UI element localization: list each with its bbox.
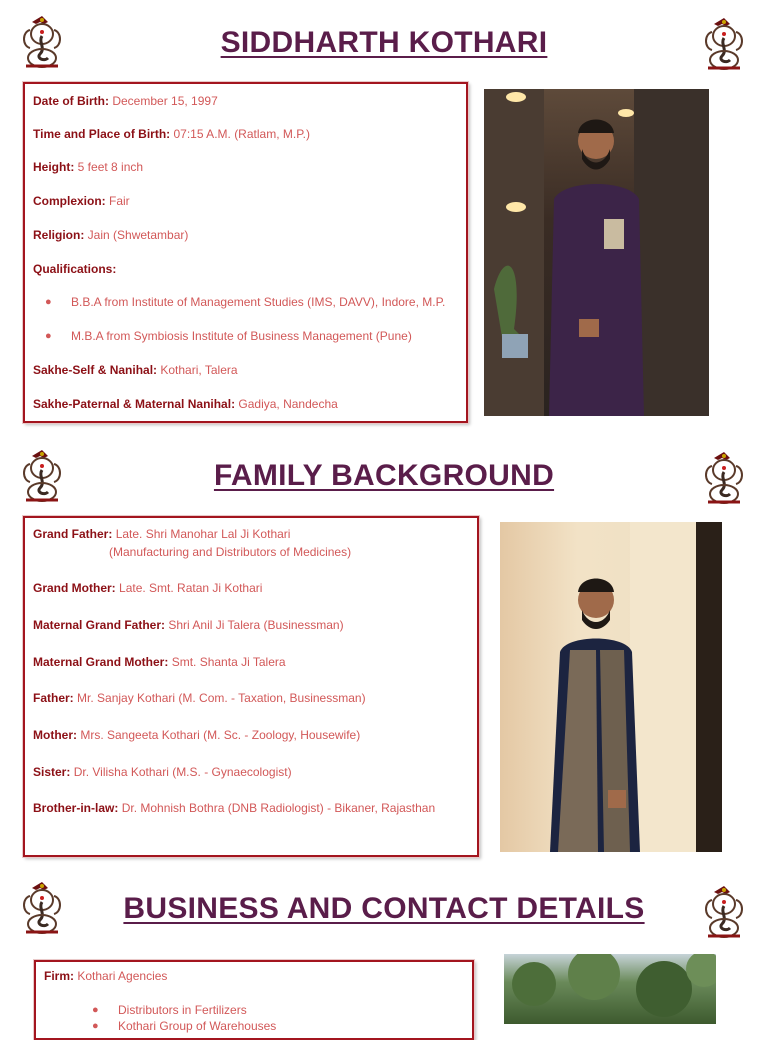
father-row: Father: Mr. Sanjay Kothari (M. Com. - Taxation, Businessman): [33, 691, 366, 705]
sakhe-self-row: Sakhe-Self & Nanihal: Kothari, Talera: [33, 363, 238, 377]
firm-row: Firm: Kothari Agencies: [44, 969, 168, 983]
business-item: Distributors in Fertilizers: [118, 1003, 247, 1017]
page-title: SIDDHARTH KOTHARI: [220, 26, 548, 59]
business-item: Kothari Group of Warehouses: [118, 1019, 277, 1033]
family-photo: [500, 522, 722, 852]
grandmother-row: Grand Mother: Late. Smt. Ratan Ji Kothari: [33, 581, 263, 595]
complexion-row: Complexion: Fair: [33, 194, 130, 208]
profile-details-box: [23, 82, 468, 423]
maternal-grandfather-row: Maternal Grand Father: Shri Anil Ji Talera (Businessman): [33, 618, 344, 632]
profile-photo: [484, 89, 709, 416]
bullet-icon: ●: [45, 296, 52, 308]
qualification-item: B.B.A from Institute of Management Studies (IMS, DAVV), Indore, M.P.: [71, 295, 446, 309]
religion-row: Religion: Jain (Shwetambar): [33, 228, 189, 242]
business-details-box: [34, 960, 474, 1040]
height-row: Height: 5 feet 8 inch: [33, 160, 144, 174]
person-in-sherwani-image: [484, 89, 709, 416]
mother-row: Mother: Mrs. Sangeeta Kothari (M. Sc. - Zoology, Housewife): [33, 728, 361, 742]
brother-in-law-row: Brother-in-law: Dr. Mohnish Bothra (DNB Radiologist) - Bikaner, Rajasthan: [33, 801, 436, 815]
sakhe-paternal-row: Sakhe-Paternal & Maternal Nanihal: Gadiya, Nandecha: [33, 397, 338, 411]
qualifications-heading: Qualifications:: [33, 262, 117, 276]
dob-row: Date of Birth: December 15, 1997: [33, 94, 218, 108]
person-in-jacket-image: [500, 522, 722, 852]
foliage-image: [504, 954, 716, 1024]
bullet-icon: ●: [45, 330, 52, 342]
bullet-icon: ●: [92, 1020, 99, 1032]
bullet-icon: ●: [92, 1004, 99, 1016]
business-section-title: BUSINESS AND CONTACT DETAILS: [123, 892, 645, 925]
family-details-box: [23, 516, 479, 857]
grandfather-note: (Manufacturing and Distributors of Medicines): [109, 545, 352, 559]
family-section-title: FAMILY BACKGROUND: [213, 459, 555, 492]
grandfather-row: Grand Father: Late. Shri Manohar Lal Ji Kothari: [33, 527, 291, 541]
business-photo: [504, 954, 716, 1024]
tob-row: Time and Place of Birth: 07:15 A.M. (Ratlam, M.P.): [33, 127, 310, 141]
qualification-item: M.B.A from Symbiosis Institute of Business Management (Pune): [71, 329, 412, 343]
maternal-grandmother-row: Maternal Grand Mother: Smt. Shanta Ji Talera: [33, 655, 286, 669]
sister-row: Sister: Dr. Vilisha Kothari (M.S. - Gynaecologist): [33, 765, 292, 779]
